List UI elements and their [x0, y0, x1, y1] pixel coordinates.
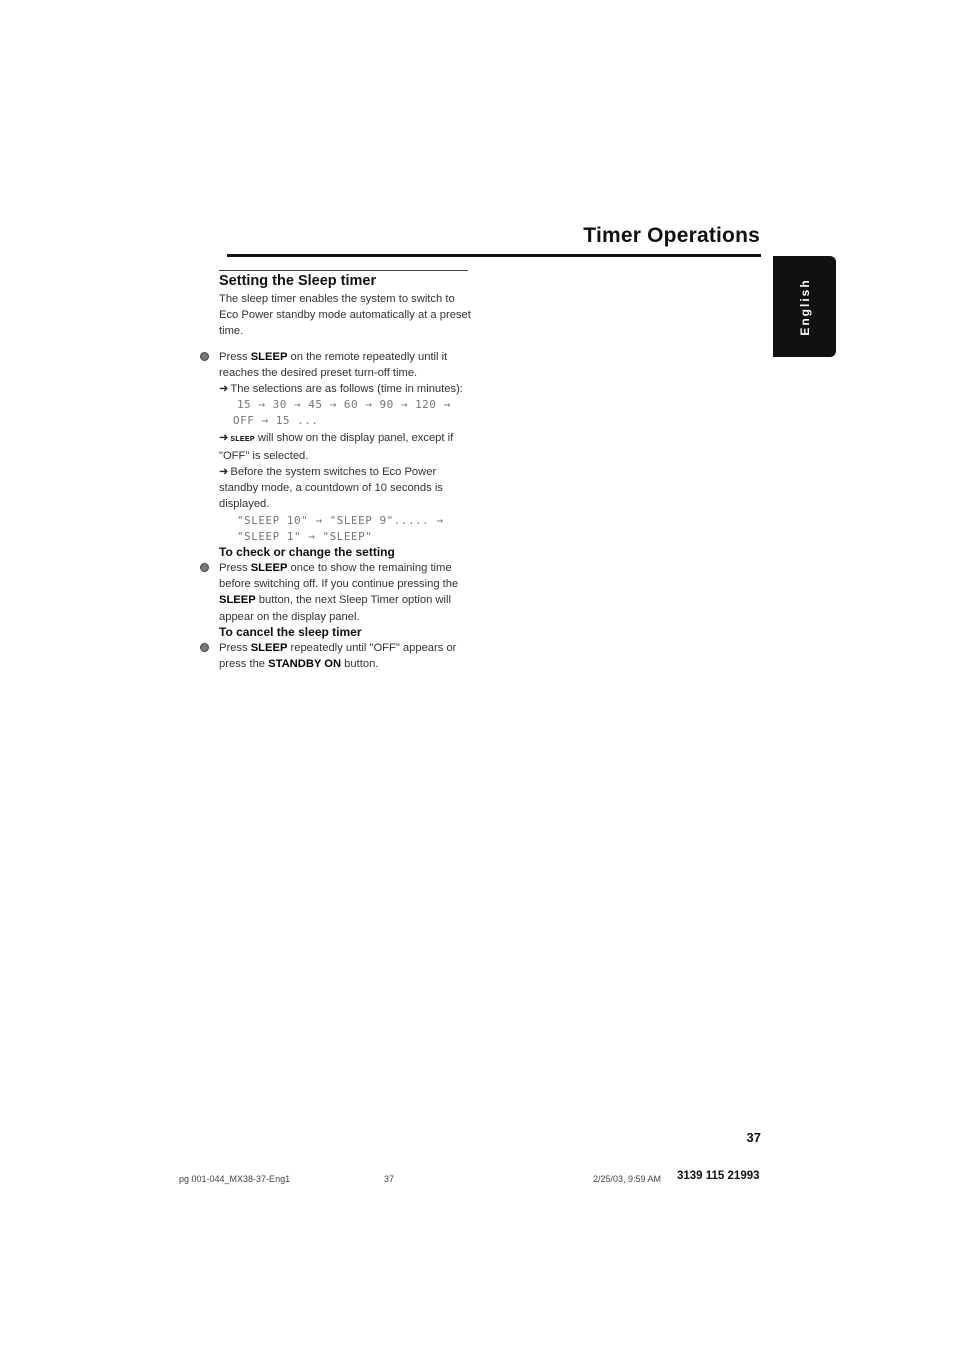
step-check [219, 560, 471, 625]
main-content [219, 271, 471, 672]
step-check-text: Press SLEEP once to show the remaining time before switching off. If you continue pressing the SLEEP button, the next Sleep Timer option will appear on the display panel. [219, 562, 459, 623]
footer-filename: pg 001-044_MX38-37-Eng1 [179, 1174, 291, 1184]
check-heading: To check or change the setting [219, 545, 395, 560]
bullet-icon [200, 643, 209, 652]
step-cancel [219, 640, 471, 672]
language-tab [773, 256, 836, 357]
step-set-sleep-text: Press SLEEP on the remote repeatedly until it reaches the desired preset turn-off time. [219, 350, 448, 379]
step-cancel-text: Press SLEEP repeatedly until "OFF" appears or press the STANDBY ON button. [219, 641, 457, 671]
result-arrow-icon: ➜ [219, 383, 229, 396]
footer-date: 2/25/03, 9:59 AM [593, 1174, 662, 1184]
result-arrow-icon: ➜ [219, 431, 229, 444]
section-intro: The sleep timer enables the system to switch to Eco Power standby mode automatically at a preset time. [219, 293, 471, 338]
step-set-sleep [219, 349, 471, 545]
key-standby-on: STANDBY ON [268, 658, 342, 671]
display-sequence-line2: OFF → 15 ... [233, 414, 319, 428]
page-number: 37 [746, 1130, 761, 1145]
key-sleep: SLEEP [250, 350, 288, 363]
display-sleep-indicator: SLEEP [230, 435, 255, 443]
countdown-line2: "SLEEP 1" → "SLEEP" [237, 529, 373, 543]
language-tab-label: English [797, 277, 812, 336]
cancel-heading: To cancel the sleep timer [219, 624, 362, 639]
display-sequence-line1: 15 → 30 → 45 → 60 → 90 → 120 → [237, 398, 451, 412]
footer-code: 3139 115 21993 [677, 1170, 760, 1182]
title-rule [227, 254, 761, 257]
note-selections: ➜ The selections are as follows (time in minutes): [219, 383, 463, 396]
bullet-icon [200, 352, 209, 361]
result-arrow-icon: ➜ [219, 466, 229, 479]
footer-page: 37 [384, 1174, 395, 1184]
section-heading: Setting the Sleep timer [219, 273, 377, 289]
countdown-line1: "SLEEP 10" → "SLEEP 9"..... → [237, 513, 444, 527]
page-title: Timer Operations [583, 224, 760, 247]
bullet-icon [200, 563, 209, 572]
key-sleep: SLEEP [250, 562, 288, 575]
note-display: ➜ SLEEP will show on the display panel, except if "OFF" is selected. [219, 431, 454, 462]
key-sleep: SLEEP [250, 641, 288, 654]
note-countdown: ➜ Before the system switches to Eco Power standby mode, a countdown of 10 seconds is displayed. [219, 466, 443, 511]
key-sleep: SLEEP [219, 594, 256, 607]
